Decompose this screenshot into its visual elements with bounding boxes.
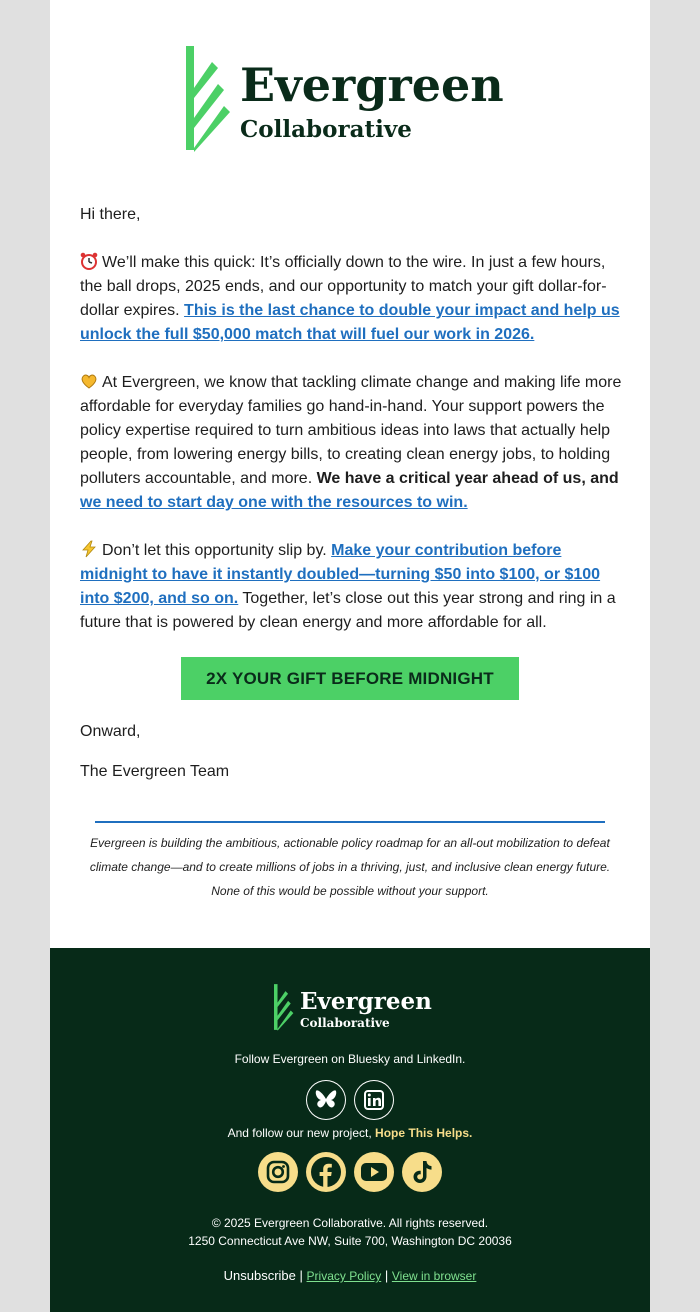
privacy-policy-link[interactable]: Privacy Policy [306,1269,382,1283]
evergreen-tree-logo-icon [186,44,236,152]
alarm-clock-icon [80,252,98,270]
yellow-heart-icon [80,372,98,390]
paragraph-1 [80,251,625,347]
paragraph-1-text: We’ll make this quick: It’s officially down to the wire. In just a few hours, the ball drops, 2025 ends, and our opportunity to match your gift dollar-for-dollar expires. [80,254,607,319]
instagram-icon [258,1152,298,1192]
youtube-icon [354,1152,394,1192]
paragraph-3-text: Don’t let this opportunity slip by. [102,542,332,559]
logo-subtitle: Collaborative [240,116,412,143]
copyright: © 2025 Evergreen Collaborative. All rights reserved. [211,1216,489,1230]
mission-statement: Evergreen is building the ambitious, actionable policy roadmap for an all-out mobilization to defeat climate change—and to create millions of jobs in a thriving, just, and inclusive clean energy future. None of this would be possible without your support. [89,836,611,898]
paragraph-3 [80,539,625,635]
evergreen-tree-logo-icon [274,982,296,1032]
email-container [50,0,650,1312]
donate-button[interactable]: 2X YOUR GIFT BEFORE MIDNIGHT [181,657,519,700]
facebook-link[interactable] [306,1152,346,1192]
footer-links [50,1268,650,1283]
match-link[interactable]: This is the last chance to double your impact and help us unlock the full $50,000 match that will fuel our work in 2026. [80,302,620,343]
project-text [50,1124,650,1142]
linkedin-link[interactable] [354,1080,394,1120]
signoff-line: Onward, [80,723,141,740]
greeting: Hi there, [80,206,141,223]
paragraph-2-bold: We have a critical year ahead of us, and [316,470,619,487]
footer-logo-subtitle: Collaborative [300,1016,390,1030]
logo-wordmark: Evergreen [240,58,504,112]
bluesky-icon [306,1080,346,1120]
signoff-signature: The Evergreen Team [80,763,230,780]
linkedin-icon [354,1080,394,1120]
separator: | [384,1268,389,1283]
bluesky-link[interactable] [306,1080,346,1120]
header-logo[interactable] [186,44,516,152]
hope-this-helps-link[interactable]: Hope This Helps. [375,1126,473,1140]
email-body [80,203,625,659]
signoff [80,720,229,784]
facebook-icon [306,1152,346,1192]
lightning-icon [80,540,98,558]
paragraph-2 [80,371,625,515]
project-text-label: And follow our new project, [227,1126,376,1140]
unsubscribe-link[interactable]: Unsubscribe [223,1268,296,1283]
cta-container [50,657,650,700]
social-row-secondary [50,1152,650,1192]
tiktok-icon [402,1152,442,1192]
resources-link[interactable]: we need to start day one with the resources to win. [80,494,468,511]
footer-logo-wordmark: Evergreen [300,988,432,1015]
view-in-browser-link[interactable]: View in browser [391,1269,477,1283]
tiktok-link[interactable] [402,1152,442,1192]
contribute-link[interactable]: Make your contribution before midnight to have it instantly doubled—turning $50 into $100, or $100 into $200, and so on. [80,542,601,607]
divider [95,821,605,823]
separator: | [299,1268,303,1283]
instagram-link[interactable] [258,1152,298,1192]
social-row-primary [50,1080,650,1120]
paragraph-2-text: At Evergreen, we know that tackling climate change and making life more affordable for everyday families go hand-in-hand. Your support powers the policy expertise required to turn ambitious ideas into laws that actually help people, from lowering energy bills, to creating clean energy jobs, to holding polluters accountable, and more. [80,374,622,487]
follow-text: Follow Evergreen on Bluesky and LinkedIn. [234,1052,466,1066]
footer [50,948,650,1312]
footer-logo[interactable] [274,982,434,1034]
paragraph-3-tail: Together, let’s close out this year strong and ring in a future that is powered by clean energy and more affordable for all. [80,590,616,631]
youtube-link[interactable] [354,1152,394,1192]
address: 1250 Connecticut Ave NW, Suite 700, Washington DC 20036 [188,1234,512,1248]
